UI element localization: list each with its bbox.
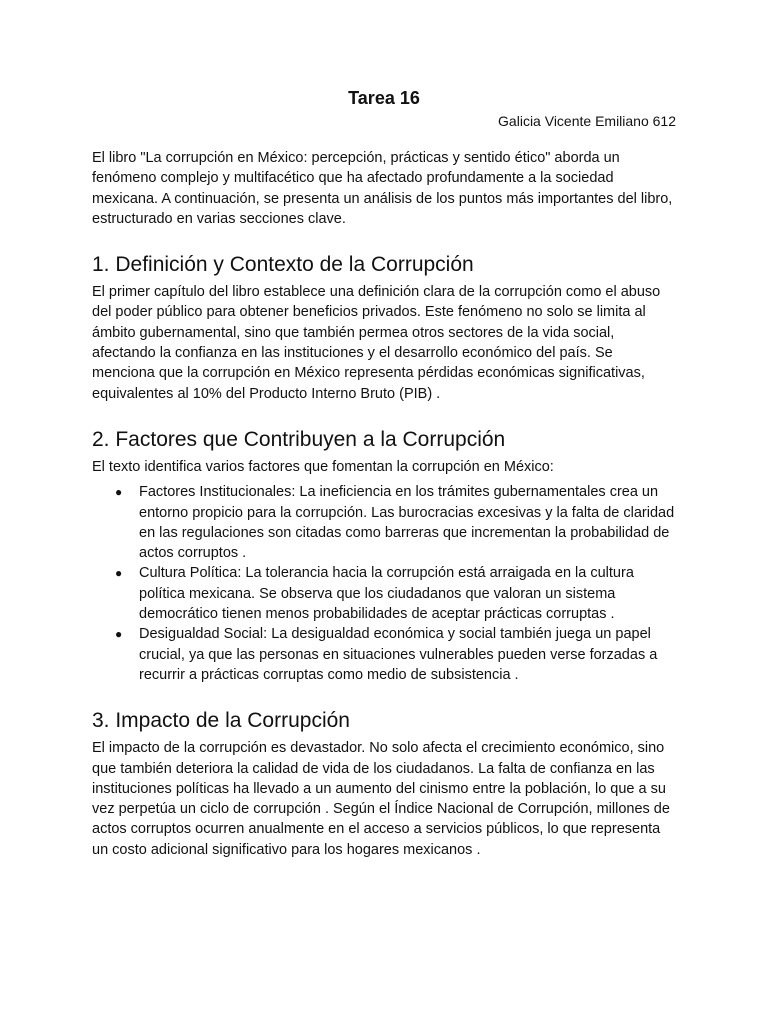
section-heading-impacto: 3. Impacto de la Corrupción <box>92 709 350 733</box>
document-title: Tarea 16 <box>348 88 420 108</box>
list-item <box>92 624 676 685</box>
factores-list <box>92 482 676 685</box>
section-heading-definicion: 1. Definición y Contexto de la Corrupción <box>92 253 474 277</box>
section-heading-factores: 2. Factores que Contribuyen a la Corrupción <box>92 427 506 451</box>
intro-paragraph: El libro "La corrupción en México: percepción, prácticas y sentido ético" aborda un fenómeno complejo y multifacético que ha afectado profundamente a la sociedad mexicana. A continuación, se presenta un análisis de los puntos más importantes del libro, estructurado en varias secciones clave. <box>92 150 673 227</box>
section-body-impacto: El impacto de la corrupción es devastador. No solo afecta el crecimiento económico, sino que también deteriora la calidad de vida de los ciudadanos. La falta de confianza en las instituciones políticas ha llevado a un aumento del cinismo entre la población, lo que a su vez perpetúa un ciclo de corrupción . Según el Índice Nacional de Corrupción, millones de actos corruptos ocurren anualmente en el acceso a servicios públicos, lo que representa un costo adicional significativo para los hogares mexicanos . <box>92 740 670 858</box>
section-body-definicion: El primer capítulo del libro establece una definición clara de la corrupción como el abuso del poder público para obtener beneficios privados. Este fenómeno no solo se limita al ámbito gubernamental, sino que también permea otros sectores de la vida social, afectando la confianza en las instituciones y el desarrollo económico del país. Se menciona que la corrupción en México representa pérdidas económicas significativas, equivalentes al 10% del Producto Interno Bruto (PIB) . <box>92 284 661 402</box>
author-line: Galicia Vicente Emiliano 612 <box>498 113 676 129</box>
list-item-text: Desigualdad Social: La desigualdad económica y social también juega un papel crucial, ya que las personas en situaciones vulnerables pueden verse forzadas a recurrir a prácticas corruptas como medio de subsistencia . <box>139 626 658 683</box>
bullet-icon: ● <box>115 566 123 581</box>
list-item <box>92 482 676 563</box>
bullet-icon: ● <box>115 485 123 500</box>
list-item-text: Factores Institucionales: La ineficiencia en los trámites gubernamentales crea un entorno propicio para la corrupción. Las burocracias excesivas y la falta de claridad en las regulaciones son citadas como barreras que incrementan la probabilidad de actos corruptos . <box>139 484 675 562</box>
bullet-icon: ● <box>115 627 123 642</box>
list-item <box>92 563 676 624</box>
list-item-text: Cultura Política: La tolerancia hacia la corrupción está arraigada en la cultura política mexicana. Se observa que los ciudadanos que valoran un sistema democrático tienen menos probabilidades de aceptar prácticas corruptas . <box>139 565 634 623</box>
document-page <box>92 86 676 860</box>
section-body-factores: El texto identifica varios factores que fomentan la corrupción en México: <box>92 458 554 475</box>
